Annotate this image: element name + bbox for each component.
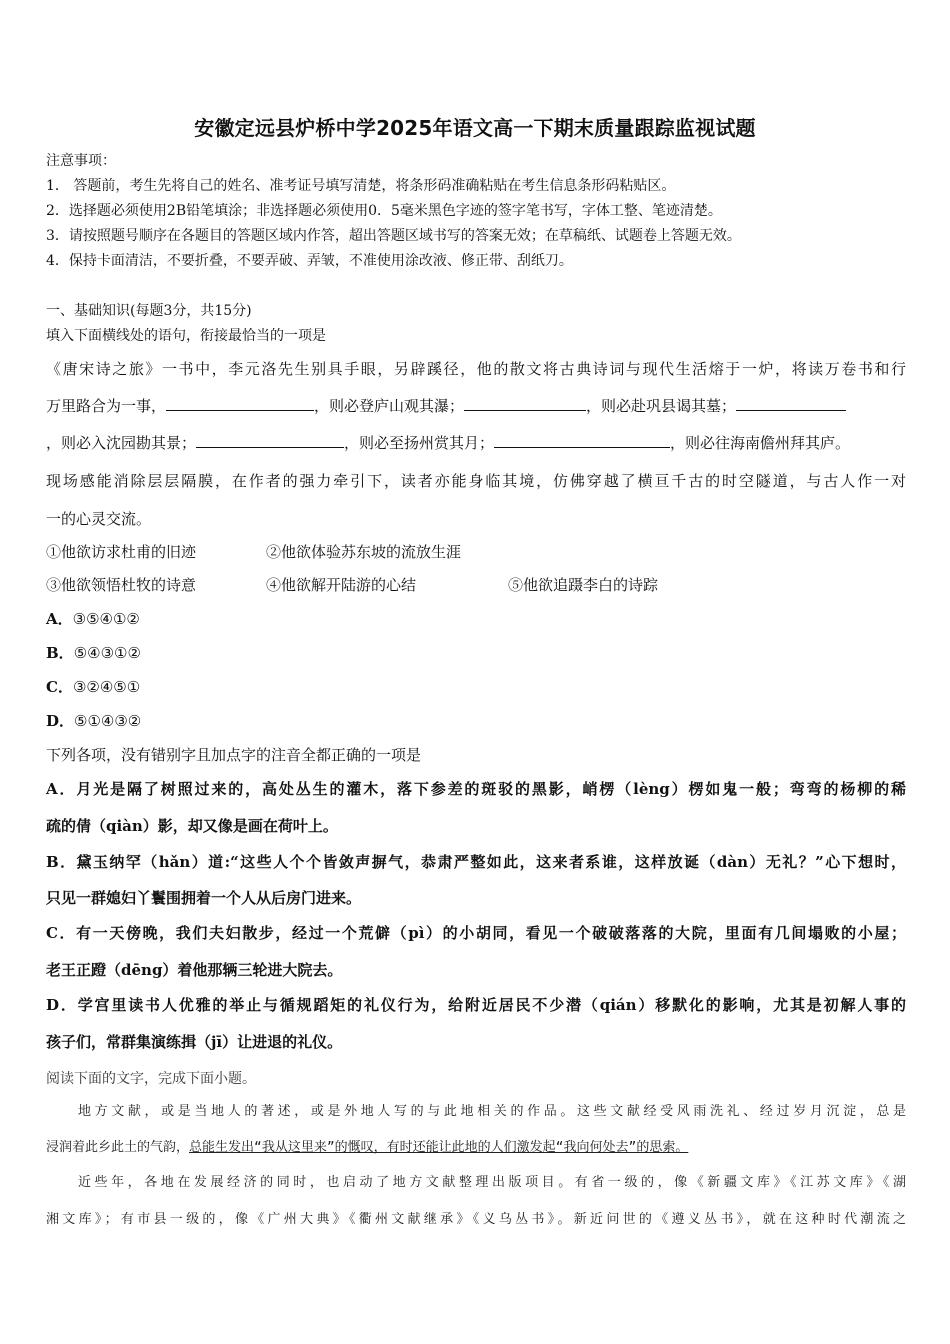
question-2-option-d-line-1[interactable]: D．学宫里读书人优雅的举止与循规蹈矩的礼仪行为，给附近居民不少潜（qián）移默化的影响，尤其是初解人事的 <box>46 996 906 1014</box>
question-1-paragraph-line-4: 现场感能消除层层隔膜，在作者的强力牵引下，读者亦能身临其境，仿佛穿越了横亘千古的时空隧道，与古人作一对 <box>46 472 906 490</box>
choice-c[interactable] <box>46 677 906 697</box>
option-1: ①他欲访求杜甫的旧迹 <box>46 543 197 561</box>
choice-label: A． <box>46 610 73 628</box>
question-1-paragraph-line-5: 一的心灵交流。 <box>46 510 152 528</box>
text-segment: ，则必赴巩县谒其墓； <box>586 397 737 415</box>
choice-text: ⑤①④③② <box>74 712 142 730</box>
notice-item-1: 1． 答题前，考生先将自己的姓名、准考证号填写清楚，将条形码准确粘贴在考生信息条形码粘贴区。 <box>46 178 676 194</box>
question-1-stem: 填入下面横线处的语句，衔接最恰当的一项是 <box>46 328 326 344</box>
question-2-option-b-line-2[interactable]: 只见一群媳妇丫鬟围拥着一个人从后房门进来。 <box>46 889 362 907</box>
choice-d[interactable] <box>46 711 906 731</box>
text-segment: ，则必入沈园勘其景； <box>46 434 197 452</box>
text-segment: ，则必往海南儋州拜其庐。 <box>670 434 851 452</box>
choice-a[interactable] <box>46 609 906 629</box>
text-segment: ，则必登庐山观其瀑； <box>314 397 465 415</box>
notice-item-3: 3．请按照题号顺序在各题目的答题区域内作答，超出答题区域书写的答案无效；在草稿纸、试题卷上答题无效。 <box>46 228 741 244</box>
passage-paragraph-1-line-2 <box>46 1138 906 1158</box>
question-2-option-c-line-1[interactable]: C．有一天傍晚，我们夫妇散步，经过一个荒僻（pì）的小胡同，看见一个破破落落的大院，里面有几间塌败的小屋； <box>46 924 906 942</box>
notice-heading: 注意事项： <box>46 153 116 169</box>
question-2-stem: 下列各项，没有错别字且加点字的注音全都正确的一项是 <box>46 746 422 764</box>
options-row-2 <box>46 575 906 595</box>
question-2-option-b-line-1[interactable]: B．黛玉纳罕（hǎn）道:“这些人个个皆敛声摒气，恭肃严整如此，这来者系谁，这样放诞（dàn）无礼？”心下想时， <box>46 853 906 871</box>
underlined-sentence: 总能生发出“我从这里来”的慨叹，有时还能让此地的人们激发起“我向何处去”的思索。 <box>189 1140 689 1155</box>
choice-label: D． <box>46 712 75 730</box>
choice-label: C． <box>46 678 73 696</box>
fill-blank-4 <box>196 433 344 448</box>
choice-label: B． <box>46 644 74 662</box>
text-segment: 万里路合为一事， <box>46 397 167 415</box>
option-2: ②他欲体验苏东坡的流放生涯 <box>266 543 462 561</box>
text-segment: ，则必至扬州赏其月； <box>344 434 495 452</box>
notice-item-2: 2．选择题必须使用2B铅笔填涂；非选择题必须使用0．5毫米黑色字迹的签字笔书写，字体工整、笔迹清楚。 <box>46 203 722 219</box>
question-1-paragraph-line-1: 《唐宋诗之旅》一书中，李元洛先生别具手眼，另辟蹊径，他的散文将古典诗词与现代生活熔于一炉，将读万卷书和行 <box>46 360 906 378</box>
question-2-option-c-line-2[interactable]: 老王正蹬（dēng）着他那辆三轮进大院去。 <box>46 961 343 979</box>
fill-blank-1 <box>166 396 314 411</box>
option-5: ⑤他欲追蹑李白的诗踪 <box>508 576 659 594</box>
fill-blank-3 <box>736 396 846 411</box>
choice-b[interactable] <box>46 643 906 663</box>
option-3: ③他欲领悟杜牧的诗意 <box>46 576 197 594</box>
question-2-option-d-line-2[interactable]: 孩子们，常群集演练揖（jī）让进退的礼仪。 <box>46 1033 343 1051</box>
question-1-paragraph-line-2 <box>46 396 906 416</box>
passage-paragraph-2-line-2: 湘文库》；有市县一级的，像《广州大典》《衢州文献继承》《义乌丛书》。新近问世的《遵义丛书》，就在这种时代潮流之 <box>46 1212 906 1227</box>
notice-item-4: 4．保持卡面清洁，不要折叠，不要弄破、弄皱，不准使用涂改液、修正带、刮纸刀。 <box>46 253 573 269</box>
option-4: ④他欲解开陆游的心结 <box>266 576 417 594</box>
passage-paragraph-2-line-1: 近些年，各地在发展经济的同时，也启动了地方文献整理出版项目。有省一级的，像《新疆文库》《江苏文库》《湖 <box>78 1175 906 1190</box>
question-1-paragraph-line-3 <box>46 433 906 453</box>
passage-paragraph-1-line-1: 地方文献，或是当地人的著述，或是外地人写的与此地相关的作品。这些文献经受风雨洗礼、经过岁月沉淀，总是 <box>78 1104 906 1119</box>
section-heading: 一、基础知识(每题3分，共15分) <box>46 303 252 319</box>
page-title: 安徽定远县炉桥中学2025年语文高一下期末质量跟踪监视试题 <box>194 116 756 140</box>
text-segment: 浸润着此乡此土的气韵， <box>46 1140 190 1155</box>
reading-intro: 阅读下面的文字，完成下面小题。 <box>46 1071 256 1087</box>
options-row-1 <box>46 542 906 562</box>
question-2-option-a-line-2[interactable]: 疏的倩（qiàn）影，却又像是画在荷叶上。 <box>46 817 338 835</box>
fill-blank-5 <box>494 433 670 448</box>
question-2-option-a-line-1[interactable]: A．月光是隔了树照过来的，高处丛生的灌木，落下参差的斑驳的黑影，峭楞（lèng）楞如鬼一般；弯弯的杨柳的稀 <box>46 780 906 798</box>
fill-blank-2 <box>464 396 586 411</box>
choice-text: ③⑤④①② <box>72 610 140 628</box>
choice-text: ⑤④③①② <box>73 644 141 662</box>
choice-text: ③②④⑤① <box>72 678 141 696</box>
